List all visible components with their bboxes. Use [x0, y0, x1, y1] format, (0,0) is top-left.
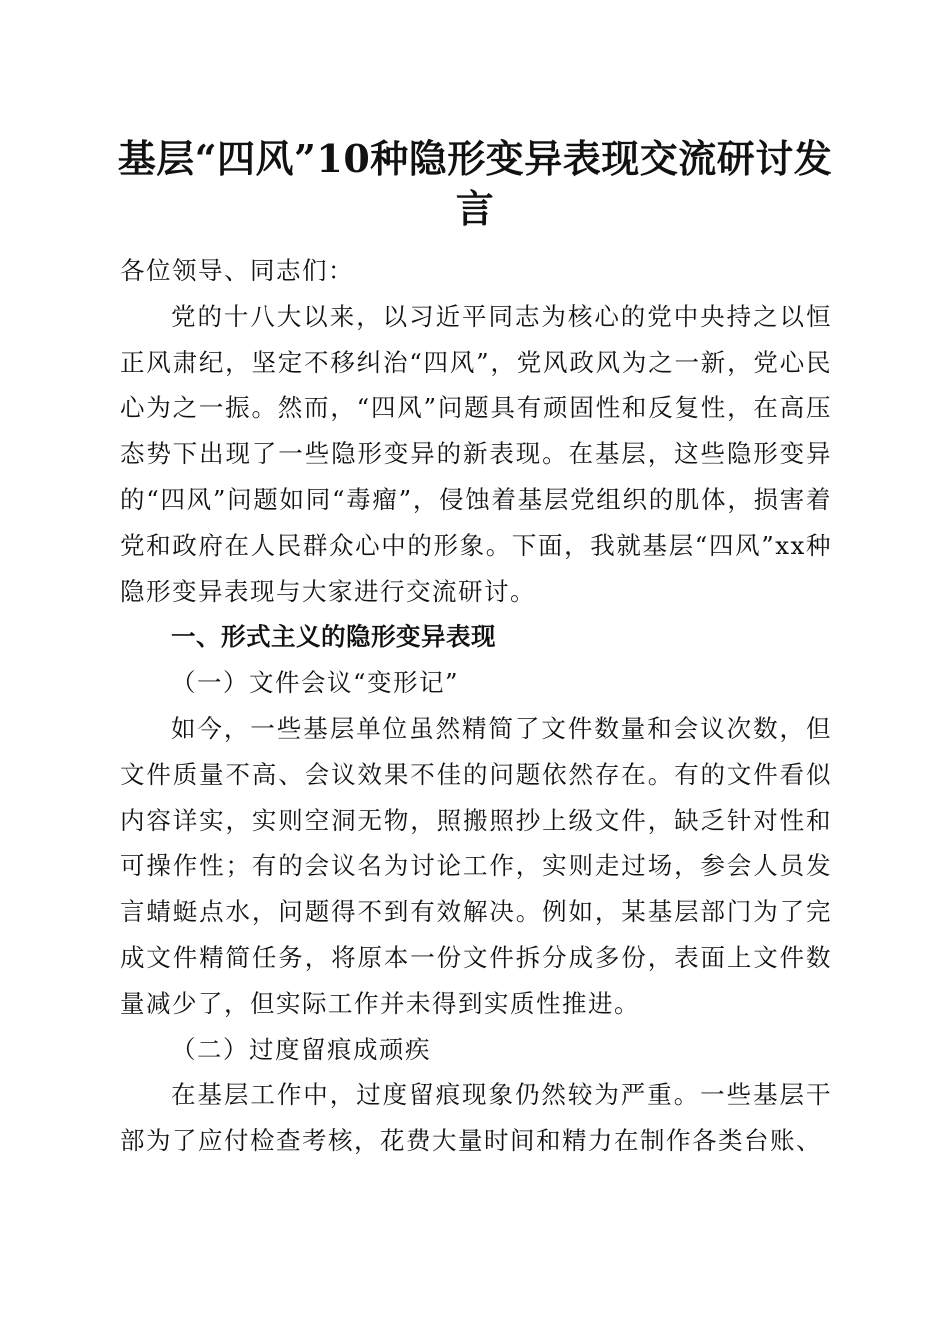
document-title: 基层“四风”10种隐形变异表现交流研讨发言 [117, 136, 833, 231]
subsection-2-paragraph: 在基层工作中，过度留痕现象仍然较为严重。一些基层干部为了应付检查考核，花费大量时间和精力在制作各类台账、 [120, 1080, 832, 1156]
salutation: 各位领导、同志们： [120, 256, 354, 285]
subsection-1-heading: （一）文件会议“变形记” [171, 668, 460, 698]
section-1-heading: 一、形式主义的隐形变异表现 [171, 622, 496, 652]
document-body [120, 248, 832, 1164]
subsection-2-heading: （二）过度留痕成顽疾 [171, 1034, 431, 1064]
intro-paragraph: 党的十八大以来，以习近平同志为核心的党中央持之以恒正风肃纪，坚定不移纠治“四风”，党风政风为之一新，党心民心为之一振。然而，“四风”问题具有顽固性和反复性，在高压态势下出现了一些隐形变异的新表现。在基层，这些隐形变异的“四风”问题如同“毒瘤”，侵蚀着基层党组织的肌体，损害着党和政府在人民群众心中的形象。下面，我就基层“四风”xx种隐形变异表现与大家进行交流研讨。 [120, 301, 832, 606]
subsection-1-paragraph: 如今，一些基层单位虽然精简了文件数量和会议次数，但文件质量不高、会议效果不佳的问题依然存在。有的文件看似内容详实，实则空洞无物，照搬照抄上级文件，缺乏针对性和可操作性；有的会议名为讨论工作，实则走过场，参会人员发言蜻蜓点水，问题得不到有效解决。例如，某基层部门为了完成文件精简任务，将原本一份文件拆分成多份，表面上文件数量减少了，但实际工作并未得到实质性推进。 [120, 713, 832, 1018]
